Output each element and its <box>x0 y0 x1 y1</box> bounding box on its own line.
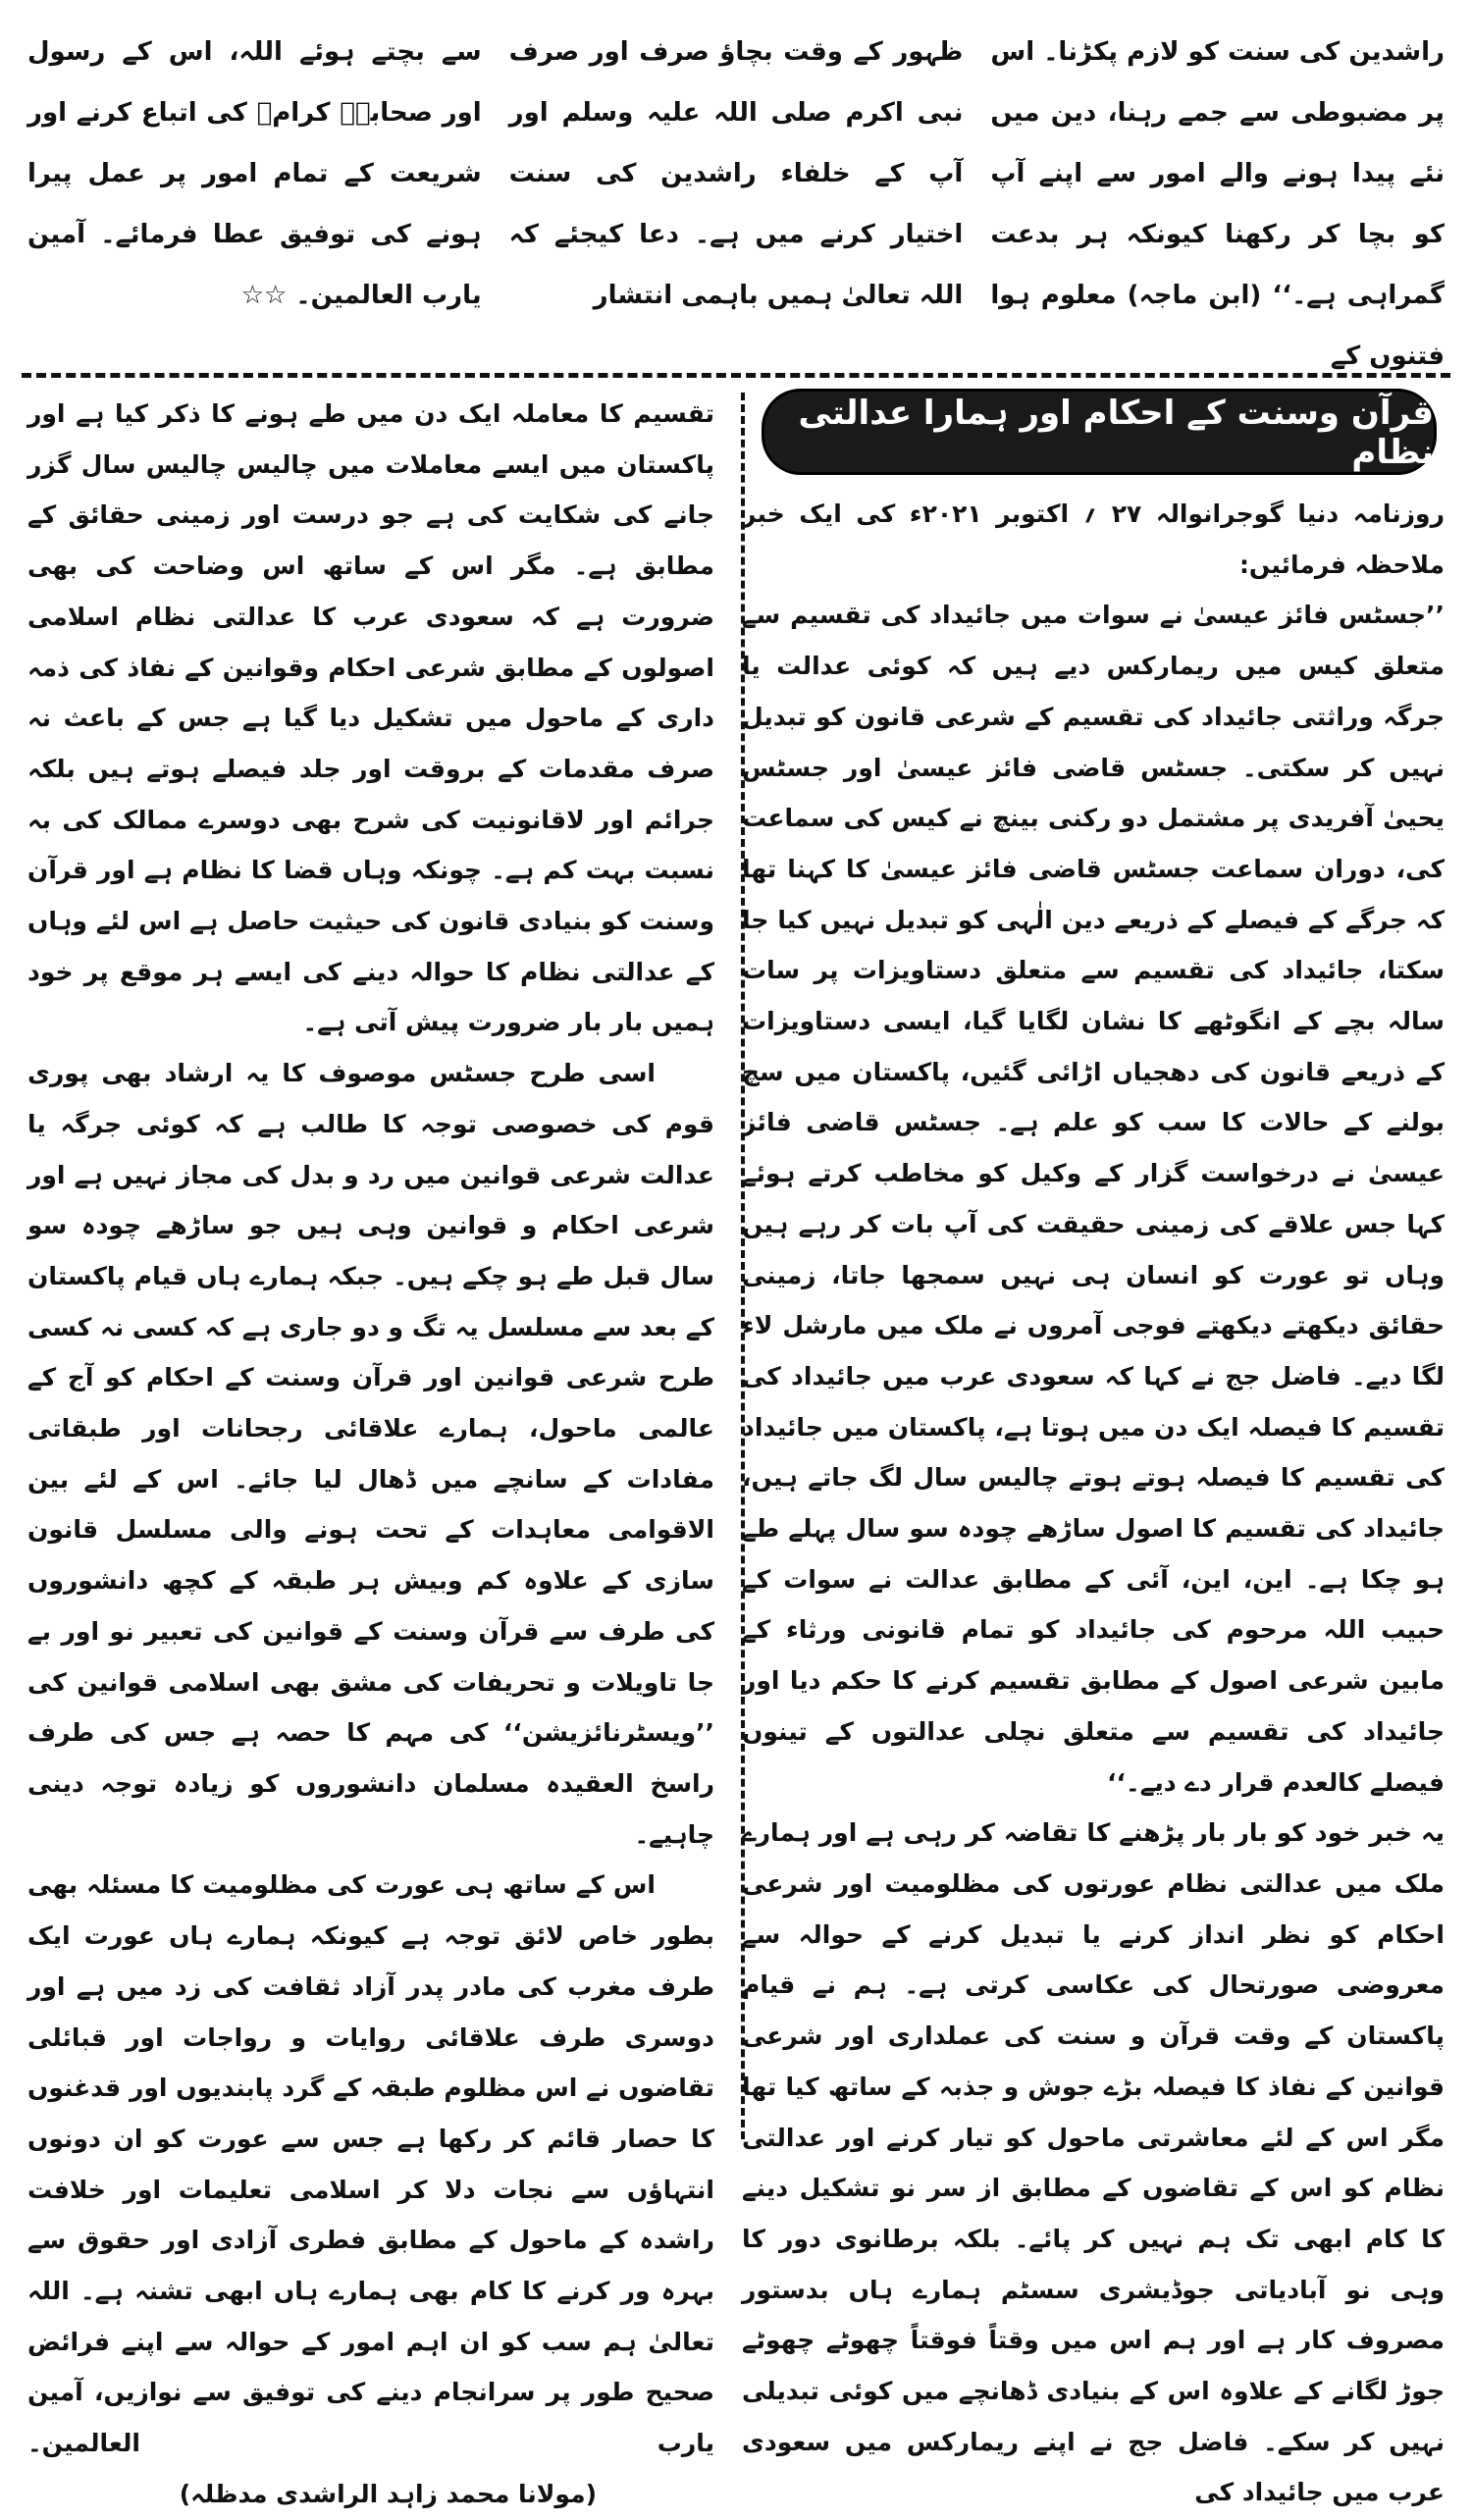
main-article <box>27 389 1445 2508</box>
continued-article <box>26 22 1445 371</box>
closing-text: اس کے ساتھ ہی عورت کی مظلومیت کا مسئلہ بھی بطور خاص لائق توجہ ہے کیونکہ ہمارے ہاں عورت ایک طرف مغرب کی مادر پدر آزاد ثقافت کی زد میں ہے اور دوسری طرف علاقائی روایات و رواجات اور قبائلی تقاضوں نے اس مظلوم طبقہ کے گرد پابندیوں اور قدغنوں کا حصار قائم کر رکھا ہے جس سے عورت کو ان دونوں انتہاؤں سے نجات دلا کر اسلامی تعلیمات اور خلافت راشدہ کے ماحول کے مطابق فطری آزادی اور حقوق سے بہرہ ور کرنے کا کام بھی ہمارے ہاں ابھی تشنہ ہے۔ اللہ تعالیٰ ہم سب کو ان اہم امور کے حوالہ سے اپنے فرائض صحیح طور پر سرانجام دینے کی توفیق سے نوازیں، آمین یارب العالمین۔ <box>27 1870 714 2458</box>
top-column-2 <box>509 22 964 360</box>
section-divider <box>22 373 1450 378</box>
top-column-3-text: سے بچتے ہوئے اللہ، اس کے رسول اور صحابہؓ کرامؓ کی اتباع کرنے اور شریعت کے تمام امور پر عمل پیرا ہونے کی توفیق عطا فرمائے۔ آمین یارب العالمین۔ <box>26 37 482 310</box>
top-column-3 <box>27 22 482 360</box>
top-column-1 <box>990 22 1445 371</box>
article-paragraph: یہ خبر خود کو بار بار پڑھنے کا تقاضہ کر رہی ہے اور ہمارے ملک میں عدالتی نظام عورتوں کی مظلومیت اور شرعی احکام کو نظر انداز کرنے یا تبدیل کرنے کے حوالہ سے معروضی صورتحال کی عکاسی کرتی ہے۔ ہم نے قیام پاکستان کے وقت قرآن و سنت کی عملداری اور شرعی قوانین کے نفاذ کا فیصلہ بڑے جوش و جذبہ کے ساتھ کیا تھا مگر اس کے لئے معاشرتی ماحول کو تیار کرنے اور عدالتی نظام کو اس کے تقاضوں کے مطابق از سر نو تشکیل دینے کا کام ابھی تک ہم نہیں کر پائے۔ بلکہ برطانوی دور کا وہی نو آبادیاتی جوڈیشری سسٹم ہمارے ہاں بدستور مصروف کار ہے اور ہم اس میں وقتاً فوقتاً چھوٹے چھوٹے جوڑ لگانے کے علاوہ اس کے بنیادی ڈھانچے میں کوئی تبدیلی نہیں کر سکے۔ فاضل جج نے اپنے ریمارکس میں سعودی عرب میں جائیداد کی <box>742 1818 1445 2507</box>
top-column-2-text: ظہور کے وقت بچاؤ صرف اور صرف نبی اکرم صلی اللہ علیہ وسلم اور آپ کے خلفاء راشدین کی سنت اختیار کرنے میں ہے۔ دعا کیجئے کہ اللہ تعالیٰ ہمیں باہمی انتشار <box>508 37 964 310</box>
article-right-text <box>742 489 1445 2507</box>
article-headline: قرآن وسنت کے احکام اور ہمارا عدالتی نظام <box>762 389 1437 475</box>
article-paragraph: اسی طرح جسٹس موصوف کا یہ ارشاد بھی پوری قوم کی خصوصی توجہ کا طالب ہے کہ کوئی جرگہ یا عدالت شرعی قوانین میں رد و بدل کی مجاز نہیں ہے اور شرعی احکام و قوانین وہی ہیں جو ساڑھے چودہ سو سال قبل طے ہو چکے ہیں۔ جبکہ ہمارے ہاں قیام پاکستان کے بعد سے مسلسل یہ تگ و دو جاری ہے کہ کسی نہ کسی طرح شرعی قوانین اور قرآن وسنت کے احکام کو آج کے عالمی ماحول، ہمارے علاقائی رجحانات اور طبقاتی مفادات کے سانچے میں ڈھال لیا جائے۔ اس کے لئے بین الاقوامی معاہدات کے تحت ہونے والی مسلسل قانون سازی کے علاوہ کم وبیش ہر طبقہ کے کچھ دانشوروں کی طرف سے قرآن وسنت کے قوانین کی تعبیر نو اور بے جا تاویلات و تحریفات کی مشق بھی اسلامی قوانین کی ’’ویسٹرنائزیشن‘‘ کی مہم کا حصہ ہے جس کی طرف راسخ العقیدہ مسلمان دانشوروں کو زیادہ توجہ دینی چاہیے۔ <box>27 1059 714 1849</box>
author-signature: (مولانا محمد زاہد الراشدی مدظلہ) <box>179 2479 597 2508</box>
article-left-column <box>27 389 714 2508</box>
article-paragraph: تقسیم کا معاملہ ایک دن میں طے ہونے کا ذکر کیا ہے اور پاکستان میں ایسے معاملات میں چالیس چالیس سال گزر جانے کی شکایت کی ہے جو درست اور زمینی حقائق کے مطابق ہے۔ مگر اس کے ساتھ اس وضاحت کی بھی ضرورت ہے کہ سعودی عرب کا عدالتی نظام اسلامی اصولوں کے مطابق شرعی احکام وقوانین کے نفاذ کی ذمہ داری کے ماحول میں تشکیل دیا گیا ہے جس کے باعث نہ صرف مقدمات کے بروقت اور جلد فیصلے ہوتے ہیں بلکہ جرائم اور لاقانونیت کی شرح بھی دوسرے ممالک کی بہ نسبت بہت کم ہے۔ چونکہ وہاں قضا کا نظام ہے اور قرآن وسنت کو بنیادی قانون کی حیثیت حاصل ہے اس لئے وہاں کے عدالتی نظام کا حوالہ دینے کی ایسے ہر موقع پر خود ہمیں بار بار ضرورت پیش آتی ہے۔ <box>27 399 714 1037</box>
article-paragraph: روزنامہ دنیا گوجرانوالہ ۲۷ ؍ اکتوبر ۲۰۲۱ء کی ایک خبر ملاحظہ فرمائیں: <box>742 499 1445 579</box>
top-column-3-para <box>27 22 482 326</box>
end-stars-icon: ☆☆ <box>240 281 288 310</box>
column-divider <box>741 393 745 2139</box>
article-right-column <box>742 389 1445 2507</box>
news-quote: ’’جسٹس فائز عیسیٰ نے سوات میں جائیداد کی تقسیم سے متعلق کیس میں ریمارکس دیے ہیں کہ کوئی عدالت یا جرگہ وراثتی جائیداد کی تقسیم کے شرعی قانون کو تبدیل نہیں کر سکتی۔ جسٹس قاضی فائز عیسیٰ اور جسٹس یحییٰ آفریدی پر مشتمل دو رکنی بینچ نے کیس کی سماعت کی، دوران سماعت جسٹس قاضی فائز عیسیٰ کا کہنا تھا کہ جرگے کے فیصلے کے ذریعے دین الٰہی کو تبدیل نہیں کیا جا سکتا، جائیداد کی تقسیم سے متعلق دستاویزات پر سات سالہ بچے کے انگوٹھے کا نشان لگایا گیا، ایسی دستاویزات کے ذریعے قانون کی دھجیاں اڑائی گئیں، پاکستان میں سچ بولنے کے حالات کا سب کو علم ہے۔ جسٹس قاضی فائز عیسیٰ نے درخواست گزار کے وکیل کو مخاطب کرتے ہوئے کہا جس علاقے کی زمینی حقیقت کی آپ بات کر رہے ہیں وہاں تو عورت کو انسان ہی نہیں سمجھا جاتا، زمینی حقائق دیکھتے دیکھتے فوجی آمروں نے ملک میں مارشل لاء لگا دیے۔ فاضل جج نے کہا کہ سعودی عرب میں جائیداد کی تقسیم کا فیصلہ ایک دن میں ہوتا ہے، پاکستان میں جائیداد کی تقسیم کا فیصلہ ہوتے ہوتے چالیس سال لگ جاتے ہیں، جائیداد کی تقسیم کا اصول ساڑھے چودہ سو سال پہلے طے ہو چکا ہے۔ این، این، آئی کے مطابق عدالت نے سوات کے حبیب اللہ مرحوم کی جائیداد کو تمام قانونی ورثاء کے مابین شرعی اصول کے مطابق تقسیم کرنے کا حکم دیا اور جائیداد کی تقسیم سے متعلق نچلی عدالتوں کے تینوں فیصلے کالعدم قرار دے دیے۔‘‘ <box>742 601 1445 1797</box>
article-closing-paragraph <box>27 1860 714 2519</box>
top-column-1-text: راشدین کی سنت کو لازم پکڑنا۔ اس پر مضبوطی سے جمے رہنا، دین میں نئے پیدا ہونے والے امور سے اپنے آپ کو بچا کر رکھنا کیونکہ ہر بدعت گمراہی ہے۔‘‘ (ابن ماجہ) معلوم ہوا فتنوں کے <box>990 37 1445 371</box>
